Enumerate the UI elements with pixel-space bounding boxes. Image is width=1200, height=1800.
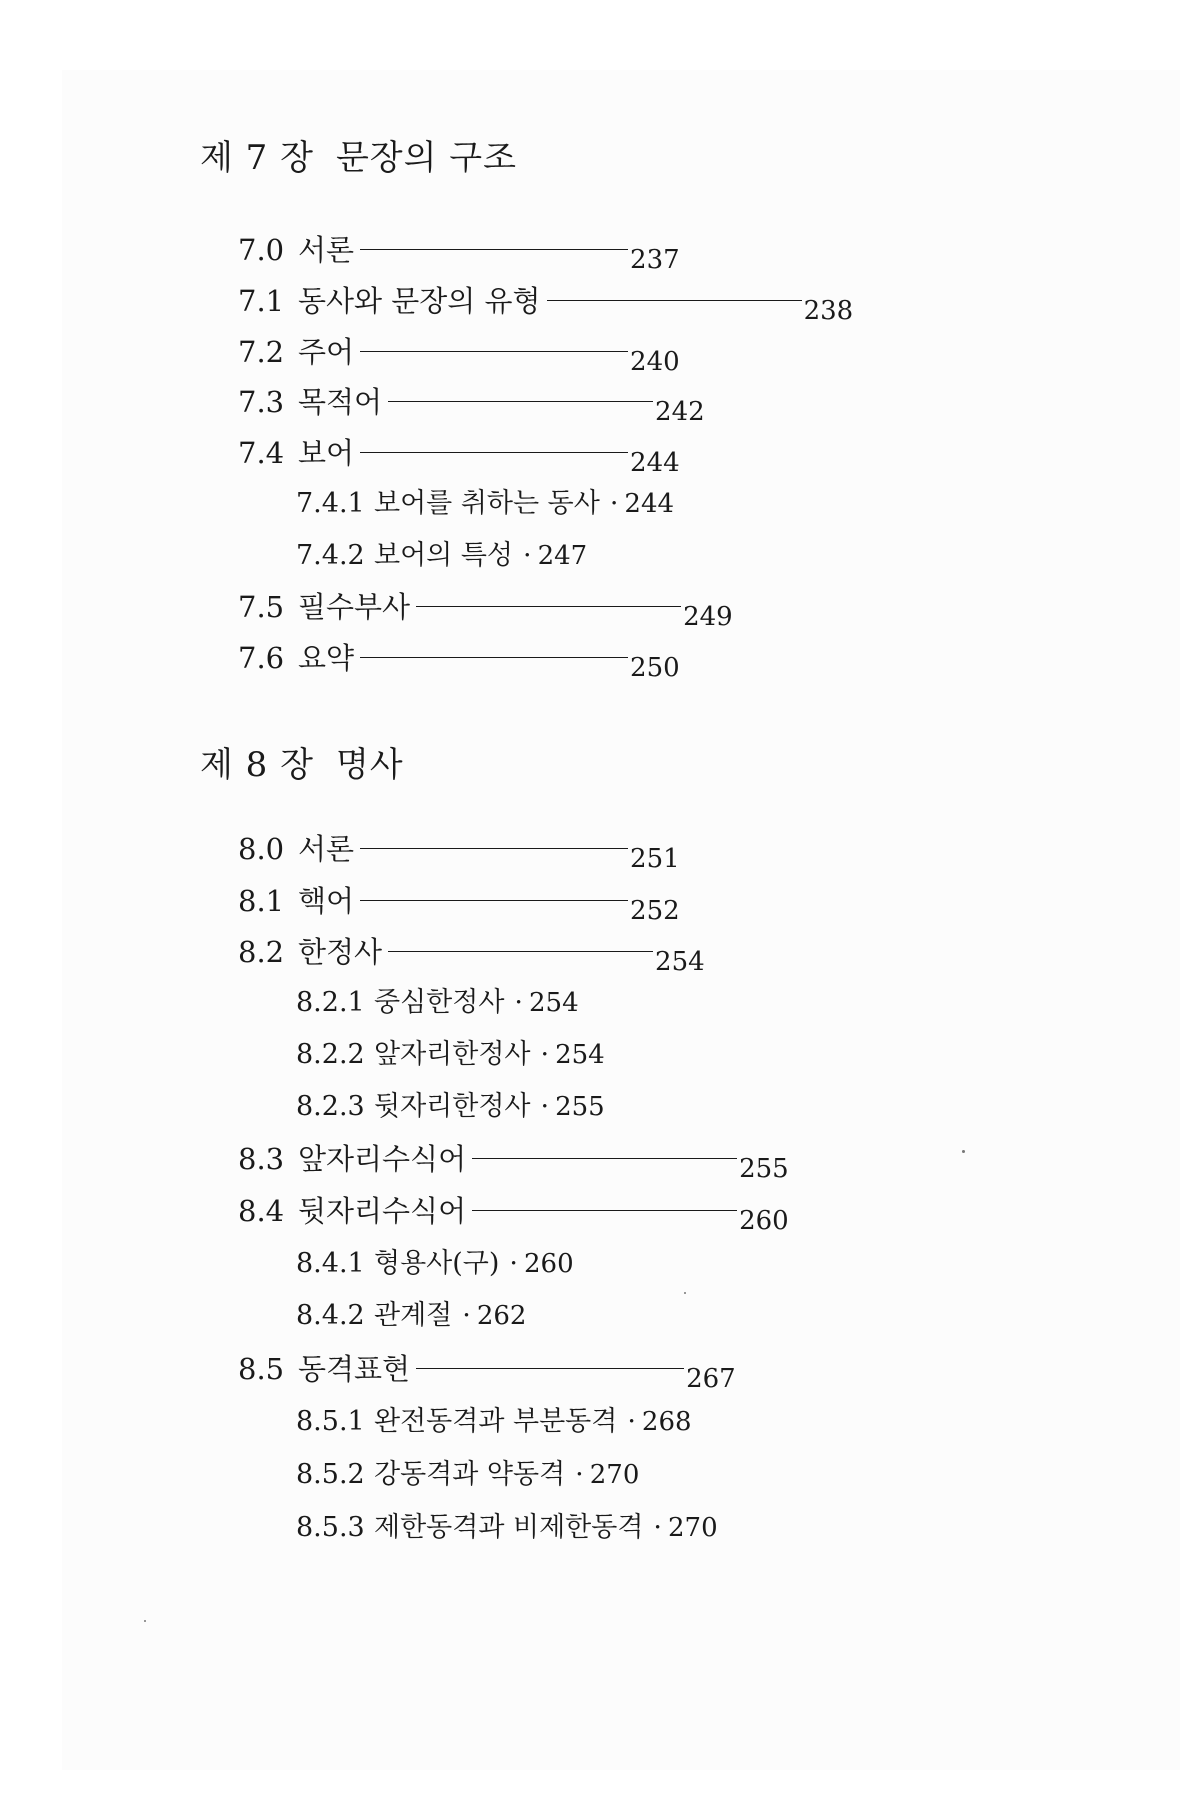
page-number: 267	[686, 1364, 736, 1394]
page-number: 260	[739, 1206, 789, 1236]
toc-entry[interactable]	[238, 435, 680, 478]
toc-subentry[interactable]	[296, 538, 587, 574]
subsection-number: 8.4.2	[296, 1300, 365, 1331]
toc-entry[interactable]	[238, 640, 680, 683]
page-number: 244	[630, 448, 680, 478]
leader-line	[360, 848, 628, 849]
section-number: 8.3	[238, 1142, 285, 1176]
subsection-number: 7.4.2	[296, 540, 365, 571]
subsection-title: 뒷자리한정사	[374, 1091, 531, 1122]
subsection-title: 앞자리한정사	[374, 1039, 531, 1070]
page-number: 260	[524, 1249, 574, 1279]
section-number: 7.2	[238, 335, 285, 369]
section-title: 목적어	[298, 385, 383, 419]
leader-line	[360, 657, 628, 658]
page-number: 254	[555, 1040, 605, 1070]
page-number: 240	[630, 347, 680, 377]
separator-dot: ·	[509, 1248, 518, 1279]
leader-line	[472, 1158, 737, 1159]
page-number: 242	[655, 397, 705, 427]
chapter-7-heading	[200, 138, 517, 178]
toc-subentry[interactable]	[296, 1298, 526, 1334]
leader-line	[360, 351, 628, 352]
scan-speck	[684, 1292, 686, 1294]
page-number: 255	[555, 1092, 605, 1122]
page-number: 244	[624, 489, 675, 519]
section-title: 서론	[298, 233, 355, 267]
section-title: 서론	[298, 832, 355, 866]
subsection-number: 8.5.3	[296, 1512, 365, 1543]
toc-subentry[interactable]	[296, 1404, 692, 1440]
toc-entry[interactable]	[238, 589, 733, 632]
section-number: 7.5	[238, 590, 285, 624]
toc-entry[interactable]	[238, 934, 705, 977]
toc-subentry[interactable]	[296, 1037, 605, 1073]
toc-subentry[interactable]	[296, 1457, 639, 1493]
section-title: 뒷자리수식어	[298, 1194, 467, 1228]
page-number: 238	[803, 296, 854, 326]
chapter-8-heading	[200, 745, 404, 785]
page-number: 262	[476, 1301, 527, 1331]
subsection-number: 8.2.2	[296, 1039, 365, 1070]
separator-dot: ·	[514, 987, 524, 1018]
subsection-number: 8.5.1	[296, 1406, 365, 1437]
subsection-title: 보어의 특성	[374, 540, 513, 571]
section-number: 8.4	[238, 1194, 285, 1228]
leader-line	[360, 452, 628, 453]
page-number: 270	[668, 1513, 718, 1543]
toc-entry[interactable]	[238, 283, 854, 326]
separator-dot: ·	[609, 488, 619, 519]
section-number: 8.5	[238, 1352, 285, 1386]
section-number: 8.1	[238, 884, 285, 918]
leader-line	[416, 606, 681, 607]
separator-dot: ·	[653, 1512, 662, 1543]
page-number: 251	[630, 844, 680, 874]
page-number: 237	[630, 245, 680, 275]
section-title: 한정사	[298, 935, 383, 969]
subsection-number: 7.4.1	[296, 488, 365, 519]
separator-dot: ·	[540, 1039, 550, 1070]
leader-line	[388, 401, 653, 402]
toc-entry[interactable]	[238, 1141, 789, 1184]
separator-dot: ·	[523, 540, 532, 571]
separator-dot: ·	[462, 1300, 471, 1331]
section-title: 핵어	[298, 884, 355, 918]
section-title: 요약	[298, 641, 355, 675]
subsection-title: 보어를 취하는 동사	[374, 488, 600, 519]
toc-entry[interactable]	[238, 232, 680, 275]
subsection-number: 8.4.1	[296, 1248, 365, 1279]
toc-entry[interactable]	[238, 1193, 789, 1236]
toc-subentry[interactable]	[296, 1089, 605, 1125]
page-number: 249	[683, 602, 733, 632]
section-title: 필수부사	[298, 590, 411, 624]
toc-entry[interactable]	[238, 334, 680, 377]
section-number: 7.6	[238, 641, 285, 675]
leader-line	[388, 951, 653, 952]
subsection-title: 중심한정사	[374, 987, 505, 1018]
leader-line	[472, 1210, 737, 1211]
section-title: 동격표현	[298, 1352, 411, 1386]
page-number: 254	[529, 988, 579, 1018]
section-title: 앞자리수식어	[298, 1142, 467, 1176]
toc-subentry[interactable]	[296, 486, 674, 522]
leader-line	[360, 900, 628, 901]
chapter-title: 명사	[335, 745, 404, 785]
toc-entry[interactable]	[238, 831, 680, 874]
separator-dot: ·	[627, 1406, 636, 1437]
section-number: 7.3	[238, 385, 285, 419]
section-title: 보어	[298, 436, 355, 470]
page-number: 270	[589, 1460, 640, 1490]
toc-entry[interactable]	[238, 883, 680, 926]
leader-line	[416, 1368, 684, 1369]
scan-speck	[144, 1620, 146, 1622]
chapter-label: 제 7 장	[200, 138, 314, 178]
toc-subentry[interactable]	[296, 1246, 574, 1282]
section-number: 7.4	[238, 436, 285, 470]
chapter-title: 문장의 구조	[335, 138, 517, 178]
subsection-title: 관계절	[374, 1300, 453, 1331]
leader-line	[547, 300, 802, 301]
page-number: 247	[537, 541, 588, 571]
chapter-label: 제 8 장	[200, 745, 314, 785]
section-number: 7.1	[238, 284, 285, 318]
toc-entry[interactable]	[238, 1351, 736, 1394]
section-title: 동사와 문장의 유형	[298, 284, 541, 318]
subsection-number: 8.2.3	[296, 1091, 365, 1122]
page-number: 255	[739, 1154, 789, 1184]
toc-subentry[interactable]	[296, 985, 579, 1021]
toc-entry[interactable]	[238, 384, 705, 427]
separator-dot: ·	[540, 1091, 550, 1122]
toc-subentry[interactable]	[296, 1510, 718, 1546]
section-title: 주어	[298, 335, 355, 369]
separator-dot: ·	[575, 1459, 584, 1490]
page-number: 252	[630, 896, 680, 926]
section-number: 7.0	[238, 233, 285, 267]
subsection-title: 제한동격과 비제한동격	[374, 1512, 644, 1543]
page-number: 250	[630, 653, 680, 683]
section-number: 8.2	[238, 935, 285, 969]
subsection-title: 완전동격과 부분동격	[374, 1406, 618, 1437]
subsection-title: 강동격과 약동격	[374, 1459, 566, 1490]
page-number: 268	[641, 1407, 692, 1437]
subsection-number: 8.2.1	[296, 987, 365, 1018]
scan-speck	[962, 1150, 965, 1153]
subsection-number: 8.5.2	[296, 1459, 365, 1490]
page-number: 254	[655, 947, 705, 977]
section-number: 8.0	[238, 832, 285, 866]
subsection-title: 형용사(구)	[374, 1248, 500, 1279]
leader-line	[360, 249, 628, 250]
